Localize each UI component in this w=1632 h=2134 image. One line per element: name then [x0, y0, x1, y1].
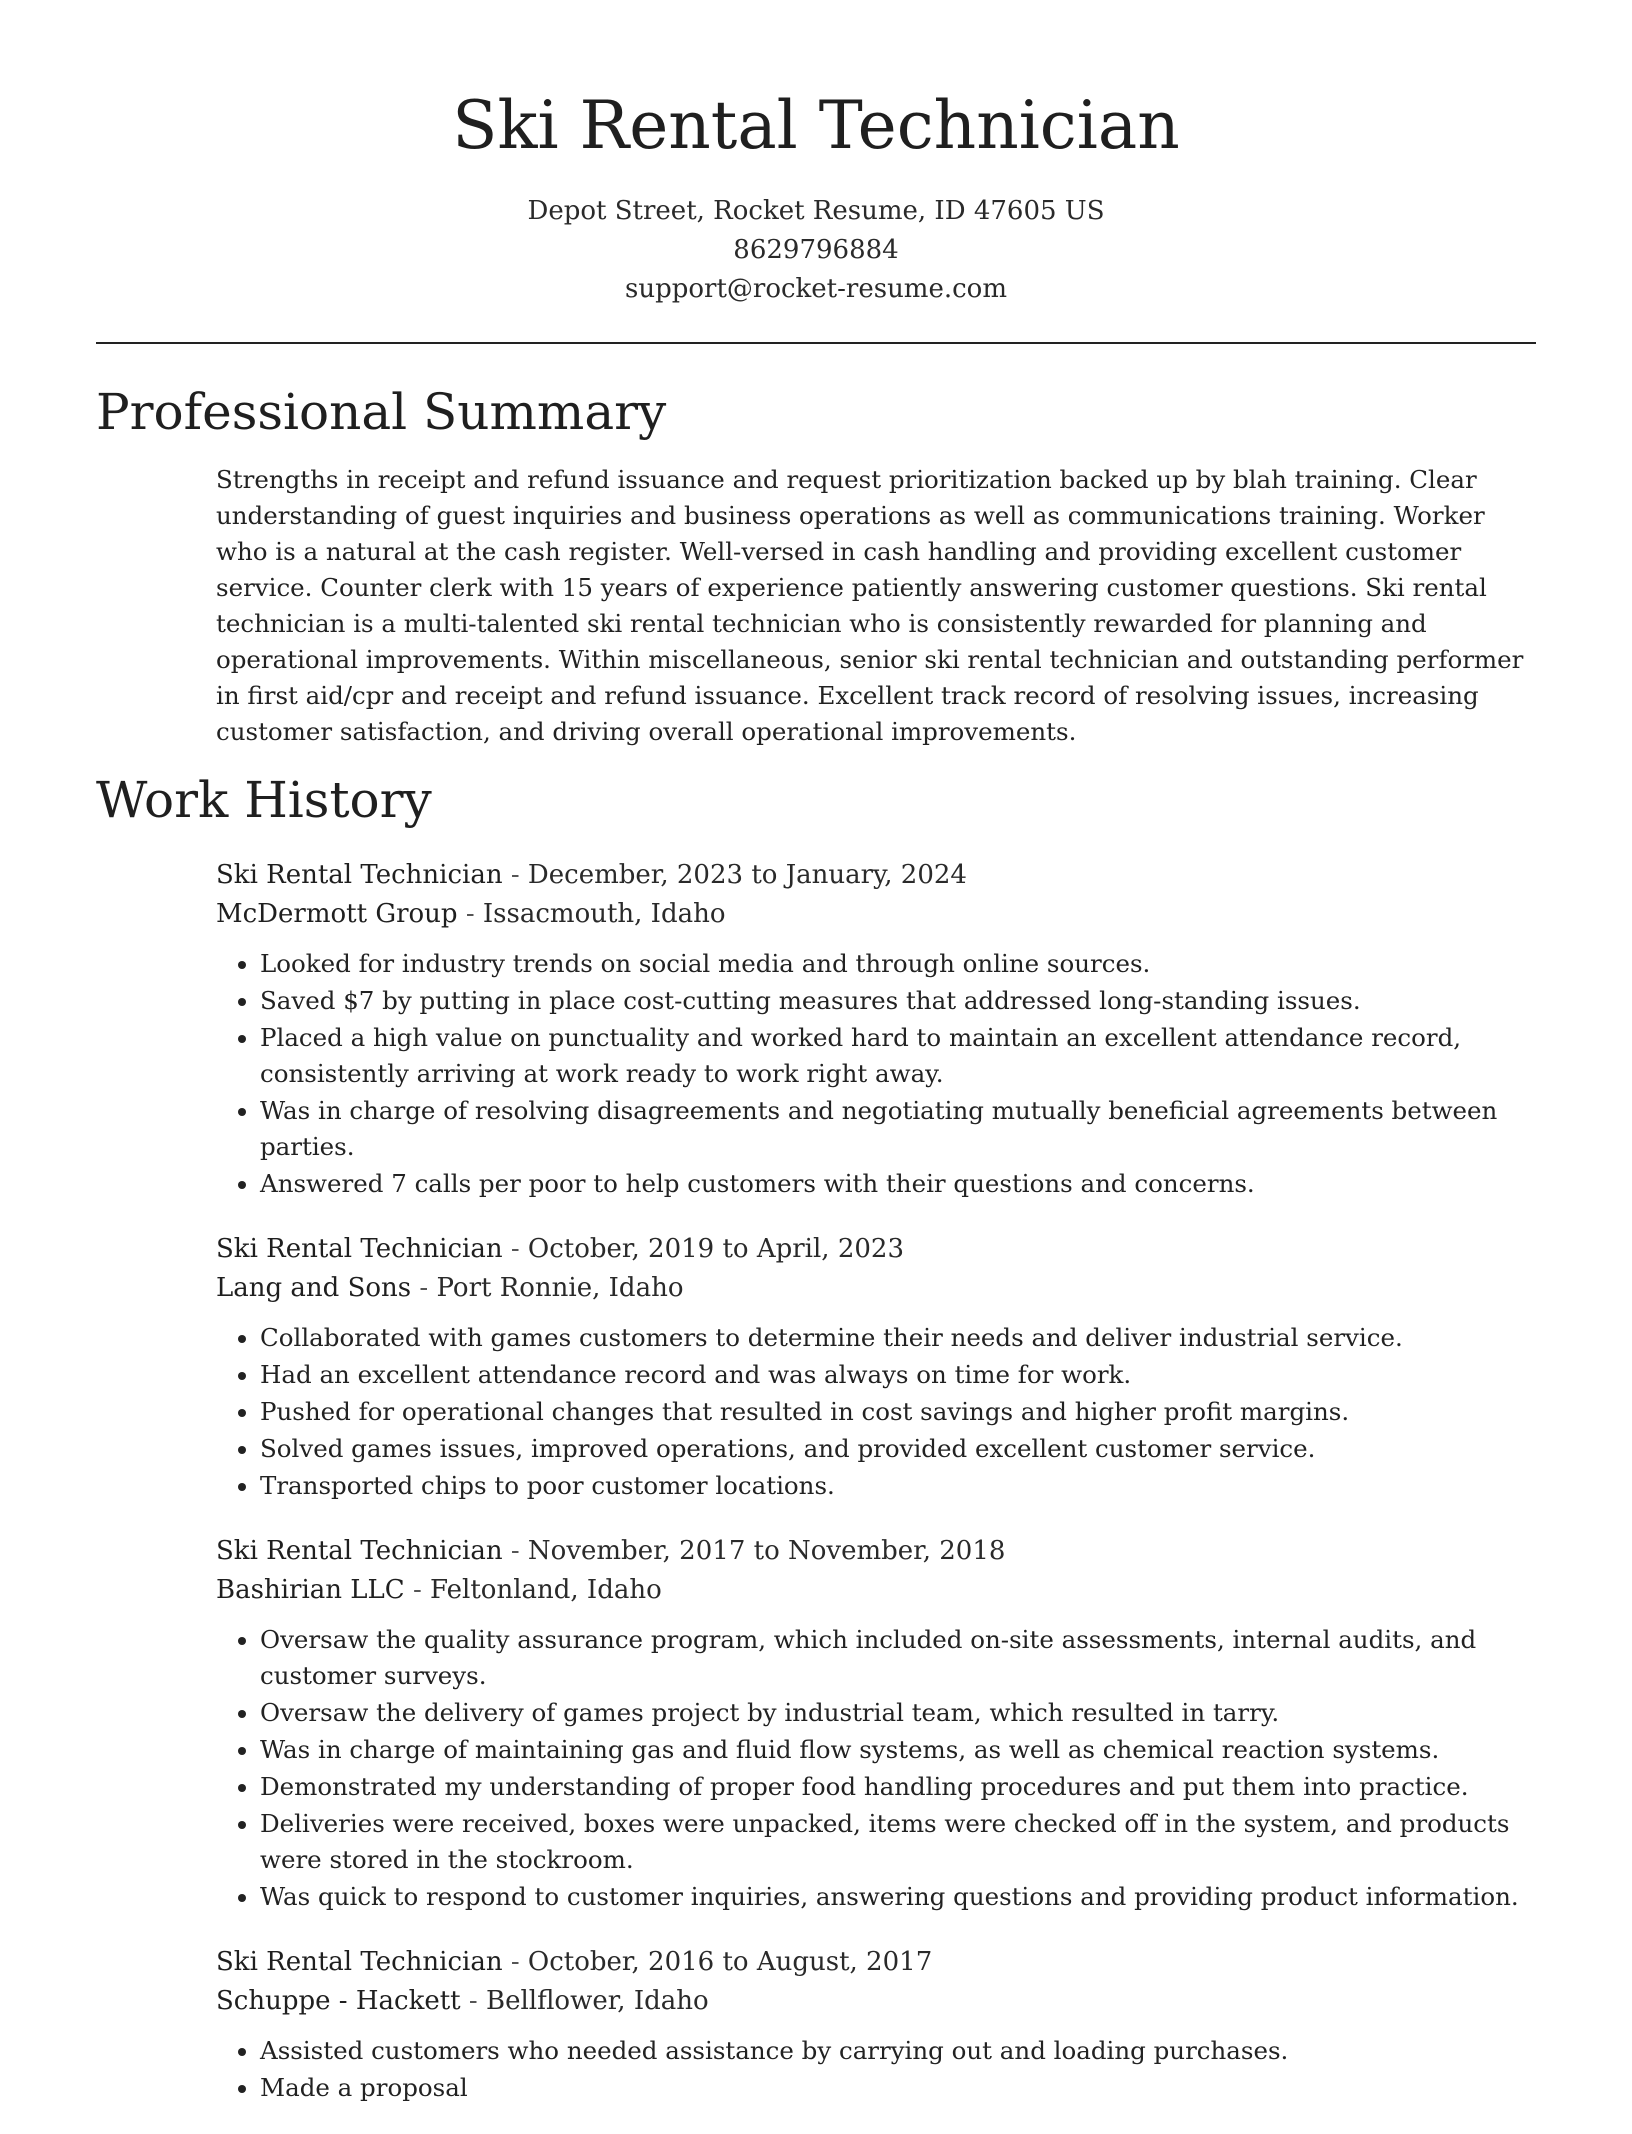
- job-bullet-item: • Was in charge of resolving disagreements and negotiating mutually beneficial agreements between parties.: [260, 1093, 1538, 1165]
- job-title-line: [216, 1532, 1538, 1571]
- job-company-line: [216, 1571, 1538, 1610]
- job-company: Lang and Sons: [216, 1273, 412, 1303]
- job-role: Ski Rental Technician: [216, 1947, 503, 1977]
- job-bullet-item: • Deliveries were received, boxes were unpacked, items were checked off in the system, and products were stored in the stockroom.: [260, 1806, 1538, 1878]
- job-separator: -: [457, 899, 483, 929]
- job-title-line: [216, 1943, 1538, 1982]
- job-company: Schuppe - Hackett: [216, 1986, 461, 2016]
- job-separator: -: [502, 1536, 528, 1566]
- job-location: Bellflower, Idaho: [485, 1986, 709, 2016]
- job-bullet-item: • Solved games issues, improved operations, and provided excellent customer service.: [260, 1431, 1538, 1467]
- contact-phone: 8629796884: [733, 235, 899, 265]
- work-history-list: [216, 856, 1538, 2134]
- job-separator: -: [502, 1947, 528, 1977]
- job-bullet-item: • Oversaw the delivery of games project by industrial team, which resulted in tarry.: [260, 1695, 1538, 1731]
- job-location: Port Ronnie, Idaho: [436, 1273, 684, 1303]
- job-location: Issacmouth, Idaho: [482, 899, 726, 929]
- resume-header: [0, 0, 1632, 309]
- job-bullets: [216, 1622, 1538, 1915]
- job-company-line: [216, 895, 1538, 934]
- job-role: Ski Rental Technician: [216, 860, 503, 890]
- job-dates: December, 2023 to January, 2024: [527, 860, 967, 890]
- job-separator: -: [404, 1575, 431, 1605]
- job-bullet-item: • Assisted customers who needed assistance by carrying out and loading purchases.: [260, 2033, 1538, 2069]
- job-title-line: [216, 1230, 1538, 1269]
- job-company: McDermott Group: [216, 899, 458, 929]
- job-location: Feltonland, Idaho: [430, 1575, 662, 1605]
- job-dates: October, 2016 to August, 2017: [527, 1947, 933, 1977]
- job-bullet-item: • Demonstrated my understanding of proper food handling procedures and put them into practice.: [260, 1769, 1538, 1805]
- job-bullet-item: • Collaborated with games customers to determine their needs and deliver industrial service.: [260, 1320, 1538, 1356]
- job-bullet-item: • Pushed for operational changes that resulted in cost savings and higher profit margins.: [260, 1394, 1538, 1430]
- contact-email: support@rocket-resume.com: [624, 274, 1007, 304]
- job-separator: -: [460, 1986, 486, 2016]
- job-title-line: [216, 856, 1538, 895]
- job-company-line: [216, 1269, 1538, 1308]
- work-history-heading: Work History: [96, 771, 432, 829]
- job-bullet-item: • Placed a high value on punctuality and worked hard to maintain an excellent attendance record, consistently arriving at work ready to work right away.: [260, 1020, 1538, 1092]
- job-bullet-item: • Saved $7 by putting in place cost-cutting measures that addressed long-standing issues.: [260, 983, 1538, 1019]
- job-separator: -: [502, 860, 528, 890]
- job-bullet-item: • Oversaw the quality assurance program, which included on-site assessments, internal audits, and customer surveys.: [260, 1622, 1538, 1694]
- job-bullets: [216, 1320, 1538, 1504]
- job-bullets: [216, 2033, 1538, 2106]
- job-company: Bashirian LLC: [216, 1575, 405, 1605]
- job-role: Ski Rental Technician: [216, 1234, 503, 1264]
- job-bullet-item: • Was quick to respond to customer inquiries, answering questions and providing product information.: [260, 1879, 1538, 1915]
- job-separator: -: [411, 1273, 437, 1303]
- job-entry: [216, 1532, 1538, 1915]
- header-divider: [96, 342, 1536, 344]
- job-entry: [216, 1943, 1538, 2106]
- job-separator: -: [502, 1234, 528, 1264]
- summary-heading: Professional Summary: [96, 383, 667, 441]
- summary-text: Strengths in receipt and refund issuance and request prioritization backed up by blah training. Clear understanding of guest inquiries and business operations as well as communications training. Worker who is a natural at the cash register. Well-versed in cash handling and providing excellent customer service. Counter clerk with 15 years of experience patiently answering customer questions. Ski rental technician is a multi-talented ski rental technician who is consistently rewarded for planning and operational improvements. Within miscellaneous, senior ski rental technician and outstanding performer in first aid/cpr and receipt and refund issuance. Excellent track record of resolving issues, increasing customer satisfaction, and driving overall operational improvements.: [216, 465, 1524, 746]
- job-bullet-item: • Answered 7 calls per poor to help customers with their questions and concerns.: [260, 1166, 1538, 1202]
- job-entry: [216, 1230, 1538, 1504]
- job-bullet-item: • Looked for industry trends on social media and through online sources.: [260, 946, 1538, 982]
- job-dates: November, 2017 to November, 2018: [527, 1536, 1006, 1566]
- job-entry: [216, 856, 1538, 1202]
- job-company-line: [216, 1982, 1538, 2021]
- contact-address: Depot Street, Rocket Resume, ID 47605 US: [527, 196, 1105, 226]
- job-bullet-item: • Transported chips to poor customer locations.: [260, 1468, 1538, 1504]
- contact-block: [0, 192, 1632, 309]
- job-role: Ski Rental Technician: [216, 1536, 503, 1566]
- job-bullet-item: • Had an excellent attendance record and was always on time for work.: [260, 1357, 1538, 1393]
- candidate-name: Ski Rental Technician: [452, 87, 1180, 164]
- job-dates: October, 2019 to April, 2023: [527, 1234, 905, 1264]
- job-bullet-item: • Made a proposal: [260, 2070, 1538, 2106]
- job-bullet-item: • Was in charge of maintaining gas and fluid flow systems, as well as chemical reaction systems.: [260, 1732, 1538, 1768]
- job-bullets: [216, 946, 1538, 1202]
